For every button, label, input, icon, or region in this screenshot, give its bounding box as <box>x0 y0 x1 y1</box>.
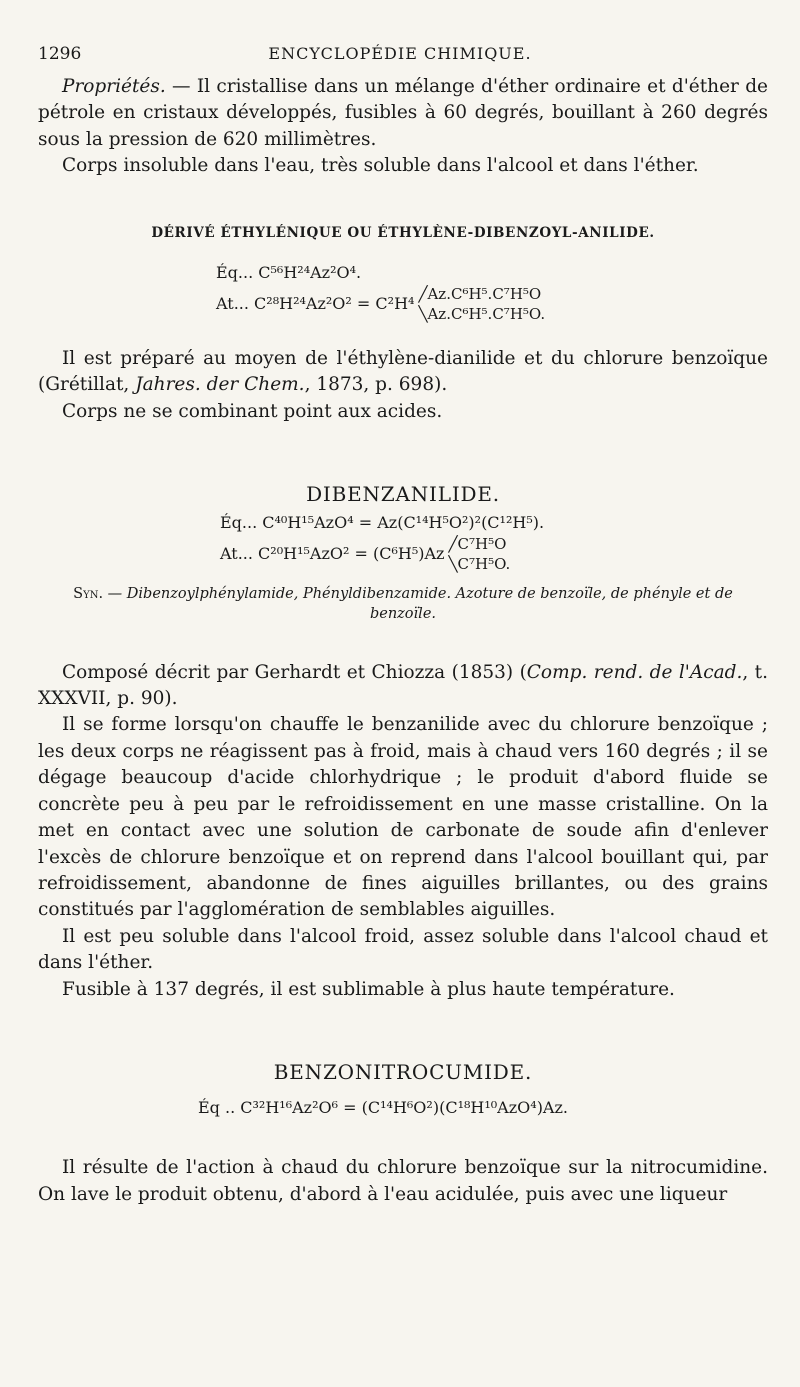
preparation-paragraph <box>38 346 768 399</box>
description-citation: , t. XXXVII, p. 90). <box>38 661 768 710</box>
synonyms-text: — Dibenzoylphénylamide, Phényldibenzamide. Azoture de benzoïle, de phényle et de benzoïle. <box>103 585 733 622</box>
description-paragraph <box>38 660 768 713</box>
properties-label: Propriétés. <box>62 76 166 97</box>
journal-reference: Comp. rend. de l'Acad. <box>526 661 743 683</box>
page-body <box>38 74 768 1208</box>
properties-text: — Il cristallise dans un mélange d'éther ordinaire et d'éther de pétrole en cristaux développés, fusibles à 60 degrés, bouillant à 260 degrés sous la pression de 620 millimètres. <box>38 76 768 150</box>
equivalent-formula: Éq... C⁴⁰H¹⁵AzO⁴ = Az(C¹⁴H⁵O²)²(C¹²H⁵). <box>220 512 545 532</box>
atomic-branch-bottom: ╲C⁷H⁵O. <box>448 554 511 573</box>
atomic-branch-top: ╱Az.C⁶H⁵.C⁷H⁵O <box>418 285 542 304</box>
synonyms-label: Syn. <box>73 585 104 602</box>
atomic-formula <box>220 534 768 574</box>
section-heading-ethylene-dibenzoyl-anilide: DÉRIVÉ ÉTHYLÉNIQUE OU ÉTHYLÈNE-DIBENZOYL-ANILIDE. <box>151 224 655 241</box>
nitrocumidine-paragraph: Il résulte de l'action à chaud du chlorure benzoïque sur la nitrocumidine. On lave le produit obtenu, d'abord à l'eau acidulée, puis avec une liqueur <box>38 1157 768 1205</box>
formula-block-dibenzanilide <box>38 512 768 574</box>
preparation-text: Il est préparé au moyen de l'éthylène-dianilide et du chlorure benzoïque (Grétillat, <box>38 348 768 396</box>
equivalent-formula: Éq .. C³²H¹⁶Az²O⁶ = (C¹⁴H⁶O²)(C¹⁸H¹⁰AzO⁴)Az. <box>198 1098 568 1118</box>
atomic-formula <box>216 284 768 324</box>
atomic-formula-left: At... C²⁰H¹⁵AzO² = (C⁶H⁵)Az <box>220 543 445 563</box>
preparation-citation: , 1873, p. 698). <box>304 374 448 396</box>
solubility-paragraph: Il est peu soluble dans l'alcool froid, assez soluble dans l'alcool chaud et dans l'éther. <box>38 925 768 974</box>
melting-paragraph: Fusible à 137 degrés, il est sublimable à plus haute température. <box>62 978 675 1000</box>
page-number: 1296 <box>38 44 82 64</box>
journal-reference: Jahres. der Chem. <box>135 374 305 396</box>
atomic-branch-top: ╱C⁷H⁵O <box>448 534 507 553</box>
page-header <box>38 44 762 70</box>
formula-block-benzonitrocumide <box>38 1097 768 1119</box>
section-heading-benzonitrocumide: BENZONITROCUMIDE. <box>273 1059 533 1084</box>
atomic-formula-branches <box>418 284 545 324</box>
equivalent-formula: Éq... C⁵⁶H²⁴Az²O⁴. <box>216 263 362 283</box>
atomic-formula-left: At... C²⁸H²⁴Az²O² = C²H⁴ <box>216 294 415 314</box>
atomic-branch-bottom: ╲Az.C⁶H⁵.C⁷H⁵O. <box>418 305 546 324</box>
solubility-paragraph: Corps insoluble dans l'eau, très soluble dans l'alcool et dans l'éther. <box>62 155 699 177</box>
synonyms-paragraph <box>38 584 768 624</box>
description-text: Composé décrit par Gerhardt et Chiozza (1853) ( <box>62 661 527 683</box>
section-heading-dibenzanilide: DIBENZANILIDE. <box>306 482 500 507</box>
acids-paragraph: Corps ne se combinant point aux acides. <box>62 400 443 422</box>
properties-paragraph <box>38 74 768 153</box>
atomic-formula-branches <box>448 534 510 574</box>
formula-block-ethylene <box>38 262 768 324</box>
running-title: ENCYCLOPÉDIE CHIMIQUE. <box>268 44 532 63</box>
formation-paragraph: Il se forme lorsqu'on chauffe le benzanilide avec du chlorure benzoïque ; les deux corps ne réagissent pas à froid, mais à chaud vers 160 degrés ; il se dégage beaucoup d'acide chlorhydrique ; le produit d'abord fluide se concrète peu à peu par le refroidissement en une masse cristalline. On la met en contact avec une solution de carbonate de soude afin d'enlever l'excès de chlorure benzoïque et on reprend dans l'alcool bouillant qui, par refroidissement, abandonne de fines aiguilles brillantes, ou des grains constitués par l'agglomération de semblables aiguilles. <box>38 714 768 921</box>
